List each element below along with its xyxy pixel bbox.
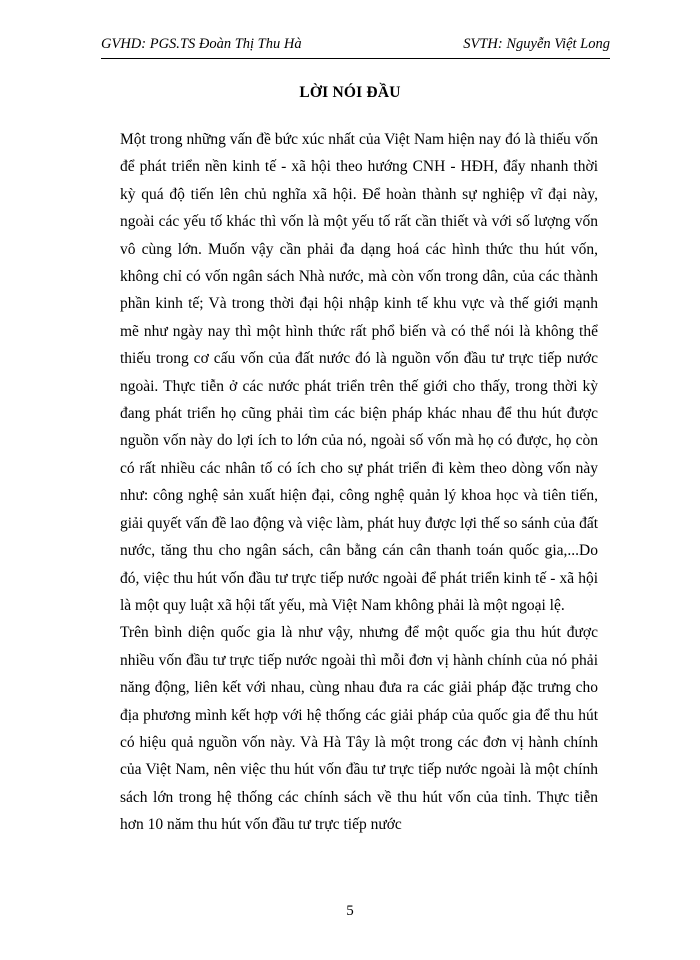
paragraph-2: Trên bình diện quốc gia là như vậy, nhưng để một quốc gia thu hút được nhiều vốn đầu tư trực tiếp nước ngoài thì mỗi đơn vị hành chính của nó phải năng động, liên kết với nhau, cùng nhau đưa ra các giải pháp đặc trưng cho địa phương mình kết hợp với hệ thống các giải pháp của quốc gia để thu hút có hiệu quả nguồn vốn này. Và Hà Tây là một trong các đơn vị hành chính của Việt Nam, nên việc thu hút vốn đầu tư trực tiếp nước ngoài là một chính sách lớn trong hệ thống các chính sách về thu hút vốn của tỉnh. Thực tiễn hơn 10 năm thu hút vốn đầu tư trực tiếp nước [120,624,598,834]
body-text [120,126,598,839]
advisor-label: GVHD: PGS.TS Đoàn Thị Thu Hà [101,36,302,52]
student-label: SVTH: Nguyễn Việt Long [463,36,610,52]
section-title: LỜI NÓI ĐẦU [299,84,401,101]
page-header [101,36,610,59]
page-number: 5 [346,903,354,919]
paragraph-1: Một trong những vấn đề bức xúc nhất của Việt Nam hiện nay đó là thiếu vốn để phát triển nền kinh tế - xã hội theo hướng CNH - HĐH, đẩy nhanh thời kỳ quá độ tiến lên chủ nghĩa xã hội. Để hoàn thành sự nghiệp vĩ đại này, ngoài các yếu tố khác thì vốn là một yếu tố rất cần thiết và với số lượng vốn vô cùng lớn. Muốn vậy cần phải đa dạng hoá các hình thức thu hút vốn, không chỉ có vốn ngân sách Nhà nước, mà còn vốn trong dân, của các thành phần kinh tế; Và trong thời đại hội nhập kinh tế khu vực và thế giới mạnh mẽ như ngày nay thì một hình thức rất phổ biến và có thể nói là không thể thiếu trong cơ cấu vốn của đất nước đó là nguồn vốn đầu tư trực tiếp nước ngoài. Thực tiễn ở các nước phát triển trên thế giới cho thấy, trong thời kỳ đang phát triển họ cũng phải tìm các biện pháp khác nhau để thu hút được nguồn vốn này do lợi ích to lớn của nó, ngoài số vốn mà họ có được, họ còn có rất nhiều các nhân tố có ích cho sự phát triển đi kèm theo dòng vốn này như: công nghệ sản xuất hiện đại, công nghệ quản lý khoa học và tiên tiến, giải quyết vấn đề lao động và việc làm, phát huy được lợi thế so sánh của đất nước, tăng thu cho ngân sách, cân bằng cán cân thanh toán quốc gia,...Do đó, việc thu hút vốn đầu tư trực tiếp nước ngoài để phát triển kinh tế - xã hội là một quy luật xã hội tất yếu, mà Việt Nam không phải là một ngoại lệ. [120,131,598,614]
